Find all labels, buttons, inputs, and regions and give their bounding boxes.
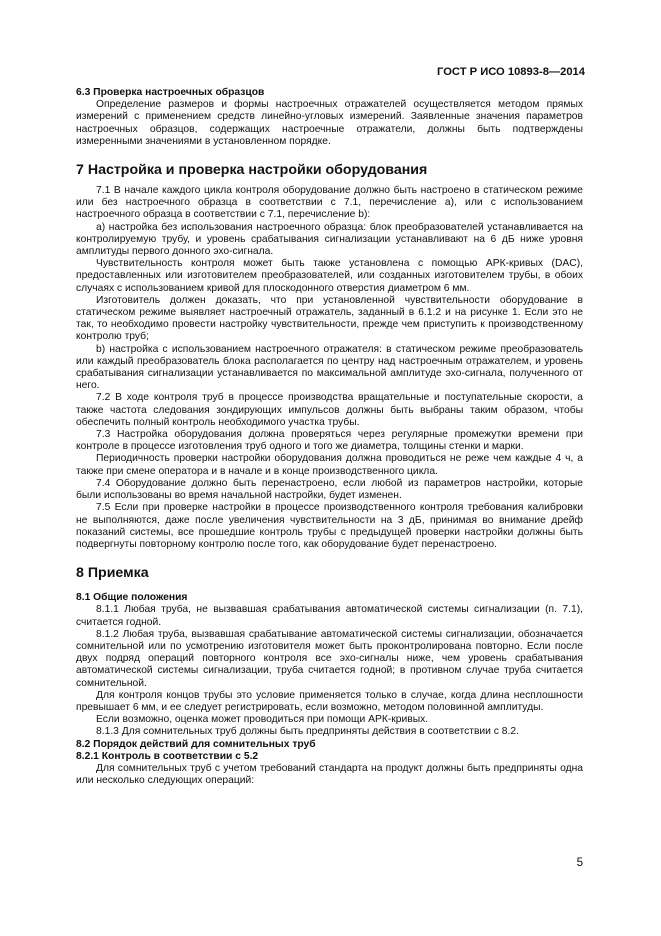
paragraph-8-1-1: 8.1.1 Любая труба, не вызвавшая срабатывания автоматической системы сигнализации (п. 7.1), считается годной. — [76, 604, 583, 628]
paragraph-8-1-2: 8.1.2 Любая труба, вызвавшая срабатывание автоматической системы сигнализации, обозначается сомнительной или по усмотрению изготовителя может быть проконтролирована повторно. Если после двух подряд операций повторного контроля все эхо-сигналы ниже, чем уровень срабатывания автоматической системы сигнализации, труба считается годной; в противном случае труба считается сомнительной. — [76, 628, 583, 689]
paragraph-7-3: 7.3 Настройка оборудования должна проверяться через регулярные промежутки времени при контроле в процессе изготовления труб одного и того же диаметра, толщины стенки и марки. — [76, 429, 583, 453]
paragraph-8-1-3: 8.1.3 Для сомнительных труб должны быть предприняты действия в соответствии с 8.2. — [96, 726, 519, 738]
paragraph-7-1-a: a) настройка без использования настроечного образца: блок преобразователей устанавливается на контролируемую трубу, и уровень срабатывания сигнализации устанавливают на 6 дБ ниже уровня амплитуды первого донного эхо-сигнала. — [76, 221, 583, 258]
paragraph-7-1-a-dac: Чувствительность контроля может быть также установлена с помощью АРК-кривых (DAC), предоставленных или изготовителем преобразователей, или созданных изготовителем трубы, в обоих случаях с использованием кривой для плоскодонного отверстия диаметром 6 мм. — [76, 258, 583, 294]
paragraph-7-5: 7.5 Если при проверке настройки в процессе производственного контроля требования калибровки не выполняются, даже после увеличения чувствительности на 3 дБ, принимая во внимание дрейф показаний системы, все прошедшие контроль трубы с предыдущей проверки настройки должны быть подвергнуты повторному контролю после того, как оборудование будет перенастроено. — [76, 502, 583, 550]
standard-designation: ГОСТ Р ИСО 10893-8—2014 — [437, 66, 585, 78]
section-6-3-paragraph: Определение размеров и формы настроечных отражателей осуществляется методом прямых измерений с применением средств линейно-угловых измерений. Заявленные значения параметров настроечных образцов, содержащих настроечные отражатели, должны быть подтверждены измеренными значениями в установленном порядке. — [76, 99, 583, 147]
section-8-1-heading: 8.1 Общие положения — [76, 592, 188, 604]
paragraph-8-2-1: Для сомнительных труб с учетом требований стандарта на продукт должны быть предприняты одна или несколько следующих операций: — [76, 762, 583, 787]
paragraph-7-4: 7.4 Оборудование должно быть перенастроено, если любой из параметров настройки, которые были использованы во время начальной настройки, будет изменен. — [76, 477, 583, 502]
document-body — [76, 87, 583, 787]
section-8-2-heading: 8.2 Порядок действий для сомнительных труб — [76, 738, 316, 750]
section-6-3-heading: 6.3 Проверка настроечных образцов — [76, 87, 265, 98]
paragraph-7-1: 7.1 В начале каждого цикла контроля оборудование должно быть настроено в статическом режиме или без настроечного образца в соответствии с 7.1, перечисление а), или с использованием настроечного образца в соответствии с 7.1, перечисление b): — [76, 185, 583, 221]
paragraph-7-3-periodicity: Периодичность проверки настройки оборудования должна проводиться не реже чем каждые 4 ч, а также при смене оператора и в начале и в конце производственного цикла. — [76, 453, 583, 477]
paragraph-7-2: 7.2 В ходе контроля труб в процессе производства вращательные и поступательные скорости, а также частота следования зондирующих импульсов должны быть выбраны таким образом, чтобы обеспечить полный контроль необходимого участка трубы. — [76, 392, 583, 428]
section-8-heading: 8 Приемка — [76, 565, 149, 582]
section-7-heading: 7 Настройка и проверка настройки оборудования — [76, 162, 428, 179]
page-number: 5 — [576, 857, 583, 869]
section-8-2-1-heading: 8.2.1 Контроль в соответствии с 5.2 — [76, 750, 259, 762]
paragraph-8-1-2-dac: Если возможно, оценка может проводиться при помощи АРК-кривых. — [96, 714, 429, 726]
paragraph-8-1-2-ends: Для контроля концов трубы это условие применяется только в случае, когда длина несплошности превышает 6 мм, и ее следует регистрировать, если возможно, методом половинной амплитуды. — [76, 689, 583, 713]
paragraph-7-1-b: b) настройка с использованием настроечного отражателя: в статическом режиме преобразователь или каждый преобразователь блока располагается по центру над настроечным отражателем, и уровень срабатывания сигнализации устанавливается по максимальной амплитуде эхо-сигнала, полученного от него. — [76, 343, 583, 392]
paragraph-7-1-a-proof: Изготовитель должен доказать, что при установленной чувствительности оборудование в статическом режиме выявляет настроечный отражатель, заданный в 6.1.2 и на рисунке 1. Если это не так, то необходимо провести настройку чувствительности, прежде чем приступить к производственному контролю труб; — [76, 294, 583, 343]
